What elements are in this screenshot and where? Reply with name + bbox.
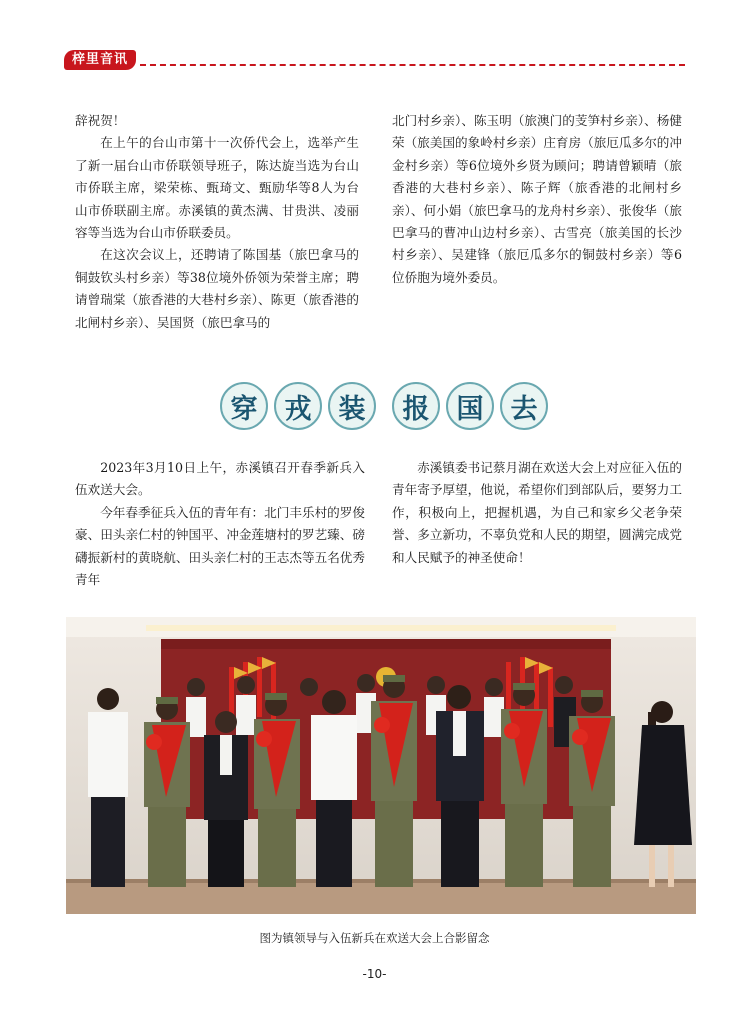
title-character: 装 <box>328 382 376 430</box>
magazine-section-badge: 梓里音讯 <box>64 50 136 70</box>
page-number: -10- <box>362 967 387 981</box>
paragraph: 在这次会议上，还聘请了陈国基（旅巴拿马的铜鼓钦头村乡亲）等38位境外侨领为荣誉主席；聘请曾瑞棠（旅香港的大巷村乡亲）、陈更（旅香港的北闸村乡亲）、吴国贤（旅巴拿马的 <box>75 247 359 330</box>
article-top-left-column <box>75 110 359 334</box>
article-bottom-left-column <box>75 457 365 591</box>
article-top-right-column <box>392 110 682 289</box>
paragraph: 在上午的台山市第十一次侨代会上，选举产生了新一届台山市侨联领导班子，陈达旋当选为台山市侨联主席，梁荣栋、甄琦文、甄励华等8人为台山市侨联副主席。赤溪镇的黄杰满、甘贵洪、凌丽容等当选为台山市侨联委员。 <box>75 135 359 241</box>
paragraph: 2023年3月10日上午，赤溪镇召开春季新兵入伍欢送大会。 <box>75 460 365 498</box>
paragraph: 今年春季征兵入伍的青年有：北门丰乐村的罗俊豪、田头亲仁村的钟国平、冲金莲塘村的罗艺臻、磅礴振新村的黄晓航、田头亲仁村的王志杰等五名优秀青年 <box>75 504 365 588</box>
title-character: 国 <box>446 382 494 430</box>
title-character: 去 <box>500 382 548 430</box>
group-photo-illustration <box>66 617 696 914</box>
paragraph: 北门村乡亲）、陈玉明（旅澳门的芰笋村乡亲）、杨健荣（旅美国的象岭村乡亲）庄育房（旅厄瓜多尔的冲金村乡亲）等6位境外乡贤为顾问；聘请曾颖晴（旅香港的大巷村乡亲）、陈子辉（旅香港的北闸村乡亲）、何小娟（旅巴拿马的龙舟村乡亲）、张俊华（旅巴拿马的曹冲山边村乡亲）、古雪亮（旅美国的长沙村乡亲）、吴建锋（旅厄瓜多尔的铜鼓村乡亲）等6位侨胞为境外委员。 <box>392 113 682 285</box>
title-character: 报 <box>392 382 440 430</box>
title-character: 穿 <box>220 382 268 430</box>
group-photo <box>66 617 696 914</box>
section-title-left <box>220 382 382 432</box>
section-title-right <box>392 382 554 432</box>
title-character: 戎 <box>274 382 322 430</box>
paragraph: 辞祝贺！ <box>75 113 126 128</box>
photo-caption: 图为镇领导与入伍新兵在欢送大会上合影留念 <box>259 931 490 945</box>
article-bottom-right-column <box>392 457 682 569</box>
paragraph: 赤溪镇委书记蔡月湖在欢送大会上对应征入伍的青年寄予厚望，他说，希望你们到部队后，要努力工作，积极向上，把握机遇，为自己和家乡父老争荣誉、多立新功，不辜负党和人民的期望，圆满完成党和人民赋予的神圣使命！ <box>392 460 682 565</box>
header-dashed-rule <box>140 64 685 66</box>
